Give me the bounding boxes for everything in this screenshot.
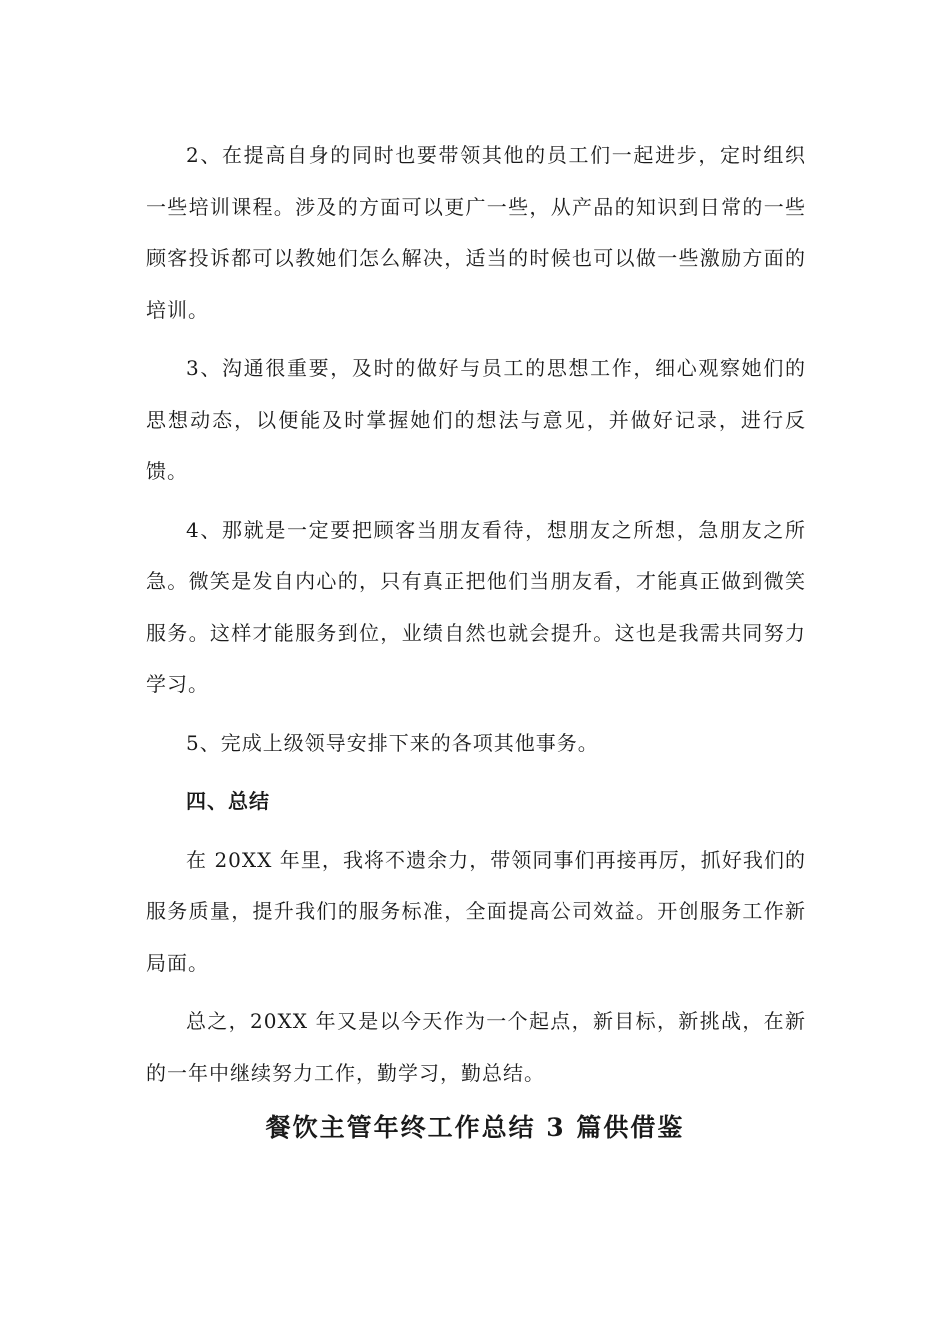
- paragraph-item-4: 4、那就是一定要把顾客当朋友看待，想朋友之所想，急朋友之所急。微笑是发自内心的，只有真正把他们当朋友看，才能真正做到微笑服务。这样才能服务到位，业绩自然也就会提升。这也是我需共同努力学习。: [146, 517, 806, 696]
- paragraph-item-2: 2、在提高自身的同时也要带领其他的员工们一起进步，定时组织一些培训课程。涉及的方面可以更广一些，从产品的知识到日常的一些顾客投诉都可以教她们怎么解决，适当的时候也可以做一些激励方面的培训。: [146, 143, 806, 322]
- paragraph-item-3: 3、沟通很重要，及时的做好与员工的思想工作，细心观察她们的思想动态，以便能及时掌握她们的想法与意见，并做好记录，进行反馈。: [146, 356, 806, 483]
- summary-paragraph-2: 总之，20XX 年又是以今天作为一个起点，新目标，新挑战，在新的一年中继续努力工作，勤学习，勤总结。: [146, 1009, 806, 1085]
- next-article-title: 餐饮主管年终工作总结 3 篇供借鉴: [265, 1113, 685, 1142]
- document-body: [146, 130, 806, 1106]
- section-heading-summary: 四、总结: [186, 789, 270, 813]
- paragraph-item-5: 5、完成上级领导安排下来的各项其他事务。: [186, 730, 599, 755]
- summary-paragraph-1: 在 20XX 年里，我将不遗余力，带领同事们再接再厉，抓好我们的服务质量，提升我们的服务标准，全面提高公司效益。开创服务工作新局面。: [146, 847, 806, 975]
